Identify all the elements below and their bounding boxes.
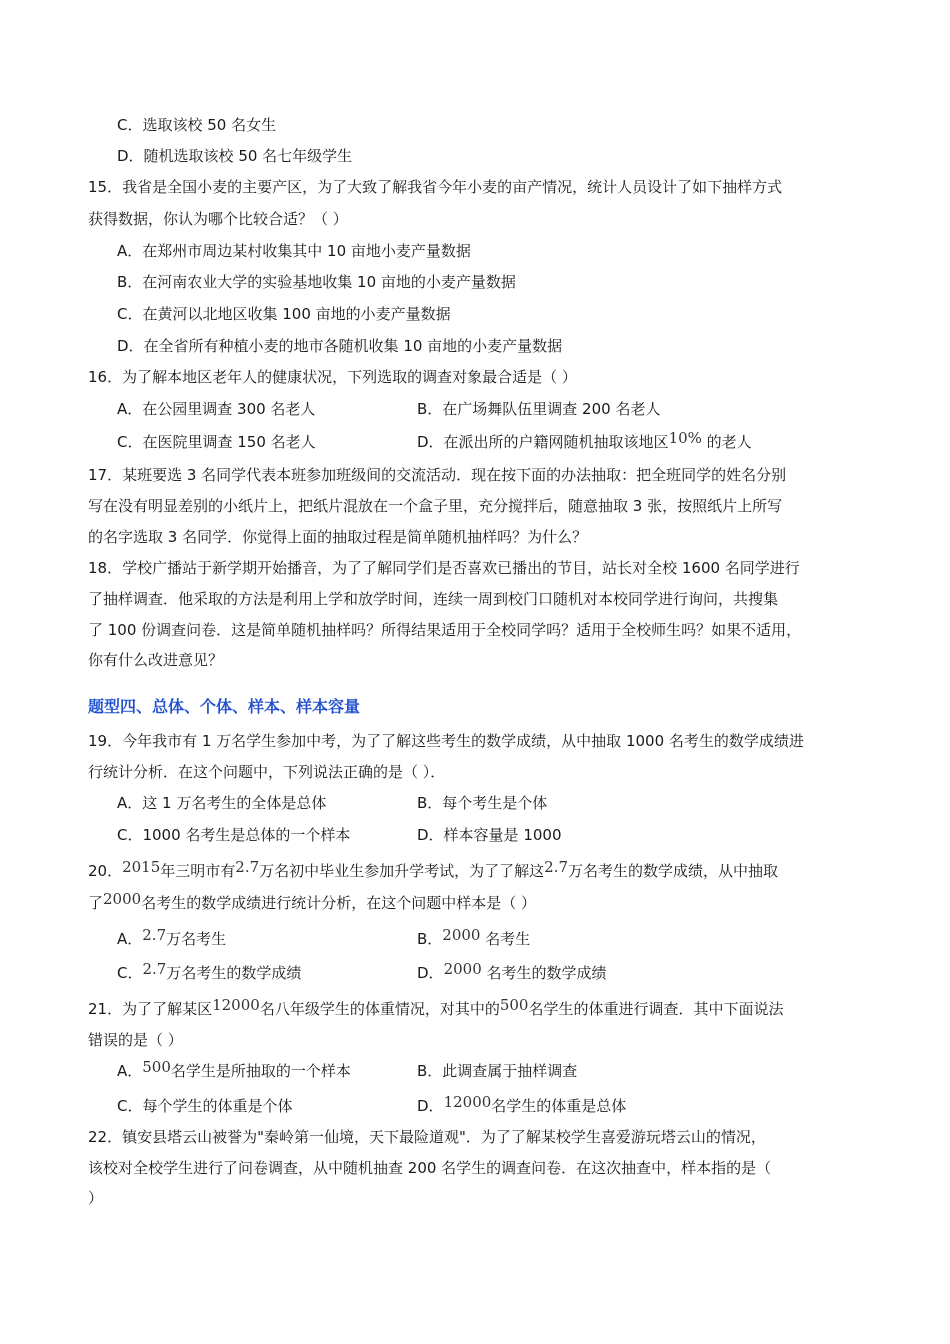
q18-stem-line1: 18．学校广播站于新学期开始播音，为了了解同学们是否喜欢已播出的节目，站长对全校 1600 名同学进行 bbox=[88, 559, 800, 577]
q19-option-c: C．1000 名考生是总体的一个样本 bbox=[117, 826, 351, 844]
q20-text3: 万名考生的数学成绩，从中抽取 bbox=[568, 862, 779, 880]
q18-stem-line2: 了抽样调查．他采取的方法是利用上学和放学时间，连续一周到校门口随机对本校同学进行询问，共搜集 bbox=[88, 590, 779, 608]
q20-option-a-label: A． bbox=[117, 930, 143, 948]
q16-option-a: A．在公园里调查 300 名老人 bbox=[117, 400, 316, 418]
q20-option-c bbox=[117, 960, 302, 983]
q20-stem-line2 bbox=[88, 890, 536, 913]
q20-option-b-math: 2000 bbox=[442, 926, 481, 944]
q17-stem-line2: 写在没有明显差别的小纸片上，把纸片混放在一个盒子里，充分搅拌后，随意抽取 3 张，按照纸片上所写 bbox=[88, 497, 783, 515]
q20-option-a-text: 万名考生 bbox=[166, 930, 227, 948]
q18-stem-line3: 了 100 份调查问卷．这是简单随机抽样吗？所得结果适用于全校同学吗？适用于全校师生吗？如果不适用， bbox=[88, 621, 802, 639]
q16-option-c: C．在医院里调查 150 名老人 bbox=[117, 433, 316, 451]
q21-stem-line1 bbox=[88, 996, 784, 1019]
q19-option-b: B．每个考生是个体 bbox=[417, 794, 548, 812]
q21-text-mid: 名八年级学生的体重情况，对其中的 bbox=[259, 1000, 500, 1018]
q20-line2-post: 名考生的数学成绩进行统计分析，在这个问题中样本是（ ） bbox=[141, 894, 536, 912]
q16-option-d bbox=[417, 429, 752, 452]
q21-option-d-math: 12000 bbox=[443, 1093, 492, 1111]
q18-stem-line4: 你有什么改进意见？ bbox=[88, 651, 224, 669]
q20-option-b-label: B． bbox=[417, 930, 443, 948]
q15-option-c: C．在黄河以北地区收集 100 亩地的小麦产量数据 bbox=[117, 305, 451, 323]
q20-math-sample: 2000 bbox=[103, 890, 142, 908]
q16-option-d-pre: D．在派出所的户籍网随机抽取该地区 bbox=[417, 433, 669, 451]
q22-stem-line1: 22．镇安县塔云山被誉为"秦岭第一仙境，天下最险道观"．为了了解某校学生喜爱游玩塔云山的情况， bbox=[88, 1128, 766, 1146]
q20-text2: 万名初中毕业生参加升学考试，为了了解这 bbox=[259, 862, 545, 880]
q14-option-c: C．选取该校 50 名女生 bbox=[117, 116, 277, 134]
q21-option-c: C．每个学生的体重是个体 bbox=[117, 1097, 293, 1115]
q15-stem-line2: 获得数据，你认为哪个比较合适？（ ） bbox=[88, 210, 348, 228]
q21-math-total: 12000 bbox=[212, 996, 260, 1014]
q20-text1: 年三明市有 bbox=[160, 862, 236, 880]
q17-stem-line3: 的名字选取 3 名同学．你觉得上面的抽取过程是简单随机抽样吗？为什么？ bbox=[88, 528, 588, 546]
q20-math-count2: 2.7 bbox=[544, 858, 569, 876]
q16-option-d-math: 10% bbox=[668, 429, 702, 447]
q19-option-a: A．这 1 万名考生的全体是总体 bbox=[117, 794, 327, 812]
q20-number: 20． bbox=[88, 862, 123, 880]
q16-stem: 16．为了解本地区老年人的健康状况，下列选取的调查对象最合适是（ ） bbox=[88, 368, 577, 386]
q21-option-a-label: A． bbox=[117, 1062, 143, 1080]
q21-text-pre: 21．为了了解某区 bbox=[88, 1000, 213, 1018]
q19-stem-line2: 行统计分析．在这个问题中，下列说法正确的是（ ）． bbox=[88, 763, 446, 781]
q21-text-post: 名学生的体重进行调查．其中下面说法 bbox=[528, 1000, 784, 1018]
q20-option-a bbox=[117, 926, 227, 949]
q20-option-c-text: 万名考生的数学成绩 bbox=[166, 964, 302, 982]
q21-option-d-text: 名学生的体重是总体 bbox=[491, 1097, 627, 1115]
q20-option-d bbox=[417, 960, 607, 983]
q17-stem-line1: 17．某班要选 3 名同学代表本班参加班级间的交流活动．现在按下面的办法抽取：把全班同学的姓名分别 bbox=[88, 466, 787, 484]
q15-option-d: D．在全省所有种植小麦的地市各随机收集 10 亩地的小麦产量数据 bbox=[117, 337, 563, 355]
q21-option-a-text: 名学生是所抽取的一个样本 bbox=[170, 1062, 351, 1080]
q20-option-c-label: C． bbox=[117, 964, 143, 982]
q20-option-d-text: 名考生的数学成绩 bbox=[481, 964, 607, 982]
q20-math-year: 2015 bbox=[122, 858, 161, 876]
q16-option-d-post: 的老人 bbox=[701, 433, 752, 451]
q21-option-b: B．此调查属于抽样调查 bbox=[417, 1062, 578, 1080]
q22-stem-line2: 该校对全校学生进行了问卷调查，从中随机抽查 200 名学生的调查问卷．在这次抽查中，样本指的是（ bbox=[88, 1159, 772, 1177]
q16-option-b: B．在广场舞队伍里调查 200 名老人 bbox=[417, 400, 661, 418]
q20-option-c-math: 2.7 bbox=[142, 960, 167, 978]
q15-option-b: B．在河南农业大学的实验基地收集 10 亩地的小麦产量数据 bbox=[117, 273, 516, 291]
q21-option-d-label: D． bbox=[417, 1097, 444, 1115]
q14-option-d: D．随机选取该校 50 名七年级学生 bbox=[117, 147, 353, 165]
q20-option-b-text: 名考生 bbox=[480, 930, 531, 948]
section-heading: 题型四、总体、个体、样本、样本容量 bbox=[88, 697, 361, 716]
q21-stem-line2: 错误的是（ ） bbox=[88, 1031, 183, 1049]
q20-option-d-math: 2000 bbox=[443, 960, 482, 978]
q20-option-d-label: D． bbox=[417, 964, 444, 982]
q20-option-b bbox=[417, 926, 531, 949]
q20-math-count1: 2.7 bbox=[235, 858, 260, 876]
q15-stem-line1: 15．我省是全国小麦的主要产区，为了大致了解我省今年小麦的亩产情况，统计人员设计了如下抽样方式 bbox=[88, 178, 783, 196]
q22-stem-line3: ） bbox=[88, 1189, 104, 1207]
q15-option-a: A．在郑州市周边某村收集其中 10 亩地小麦产量数据 bbox=[117, 242, 471, 260]
q20-line2-pre: 了 bbox=[88, 894, 104, 912]
q20-option-a-math: 2.7 bbox=[142, 926, 167, 944]
q21-option-a bbox=[117, 1058, 351, 1081]
q21-option-a-math: 500 bbox=[142, 1058, 171, 1076]
q21-option-d bbox=[417, 1093, 627, 1116]
q19-stem-line1: 19．今年我市有 1 万名学生参加中考，为了了解这些考生的数学成绩，从中抽取 1000 名考生的数学成绩进 bbox=[88, 732, 804, 750]
q19-option-d: D．样本容量是 1000 bbox=[417, 826, 562, 844]
q20-stem-line1 bbox=[88, 858, 779, 881]
q21-math-sample: 500 bbox=[499, 996, 529, 1014]
